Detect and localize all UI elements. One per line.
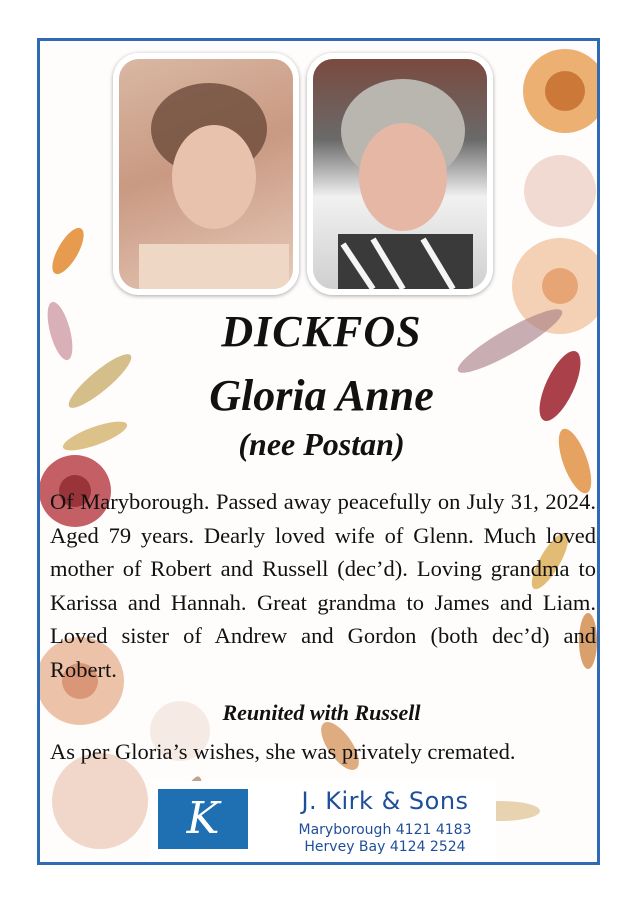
- portrait-older-icon: [313, 59, 487, 289]
- kirk-logo: [158, 789, 248, 849]
- phone-maryborough: Maryborough 4121 4183: [298, 822, 472, 838]
- reunited-line: Reunited with Russell: [222, 700, 421, 725]
- maiden-name: (nee Postan): [238, 426, 405, 462]
- notice-body: Of Maryborough. Passed away peacefully on July 31, 2024. Aged 79 years. Dearly loved wife of Glenn. Much loved mother of Robert and Russell (dec’d). Loving grandma to Karissa and Hannah. Great grandma to James and Liam. Loved sister of Andrew and Gordon (both dec’d) and Robert.: [50, 489, 596, 682]
- portrait-young-icon: [119, 59, 293, 289]
- given-names-heading: Gloria Anne: [209, 371, 434, 420]
- logo-letter: K: [186, 793, 220, 844]
- funeral-director-ad: [150, 781, 496, 859]
- photo-older-gloria: [307, 53, 493, 295]
- flower-blush-left: [52, 753, 148, 849]
- phone-hervey-bay: Hervey Bay 4124 2524: [304, 839, 466, 855]
- notice-frame: [37, 38, 600, 865]
- flower-pink-right: [524, 155, 596, 227]
- surname-heading: DICKFOS: [221, 307, 422, 356]
- cremation-line: As per Gloria’s wishes, she was privately cremated.: [50, 739, 516, 764]
- photo-young-gloria: [113, 53, 299, 295]
- funeral-director-name: J. Kirk & Sons: [301, 787, 469, 815]
- leaf-orange-left-top: [46, 223, 89, 278]
